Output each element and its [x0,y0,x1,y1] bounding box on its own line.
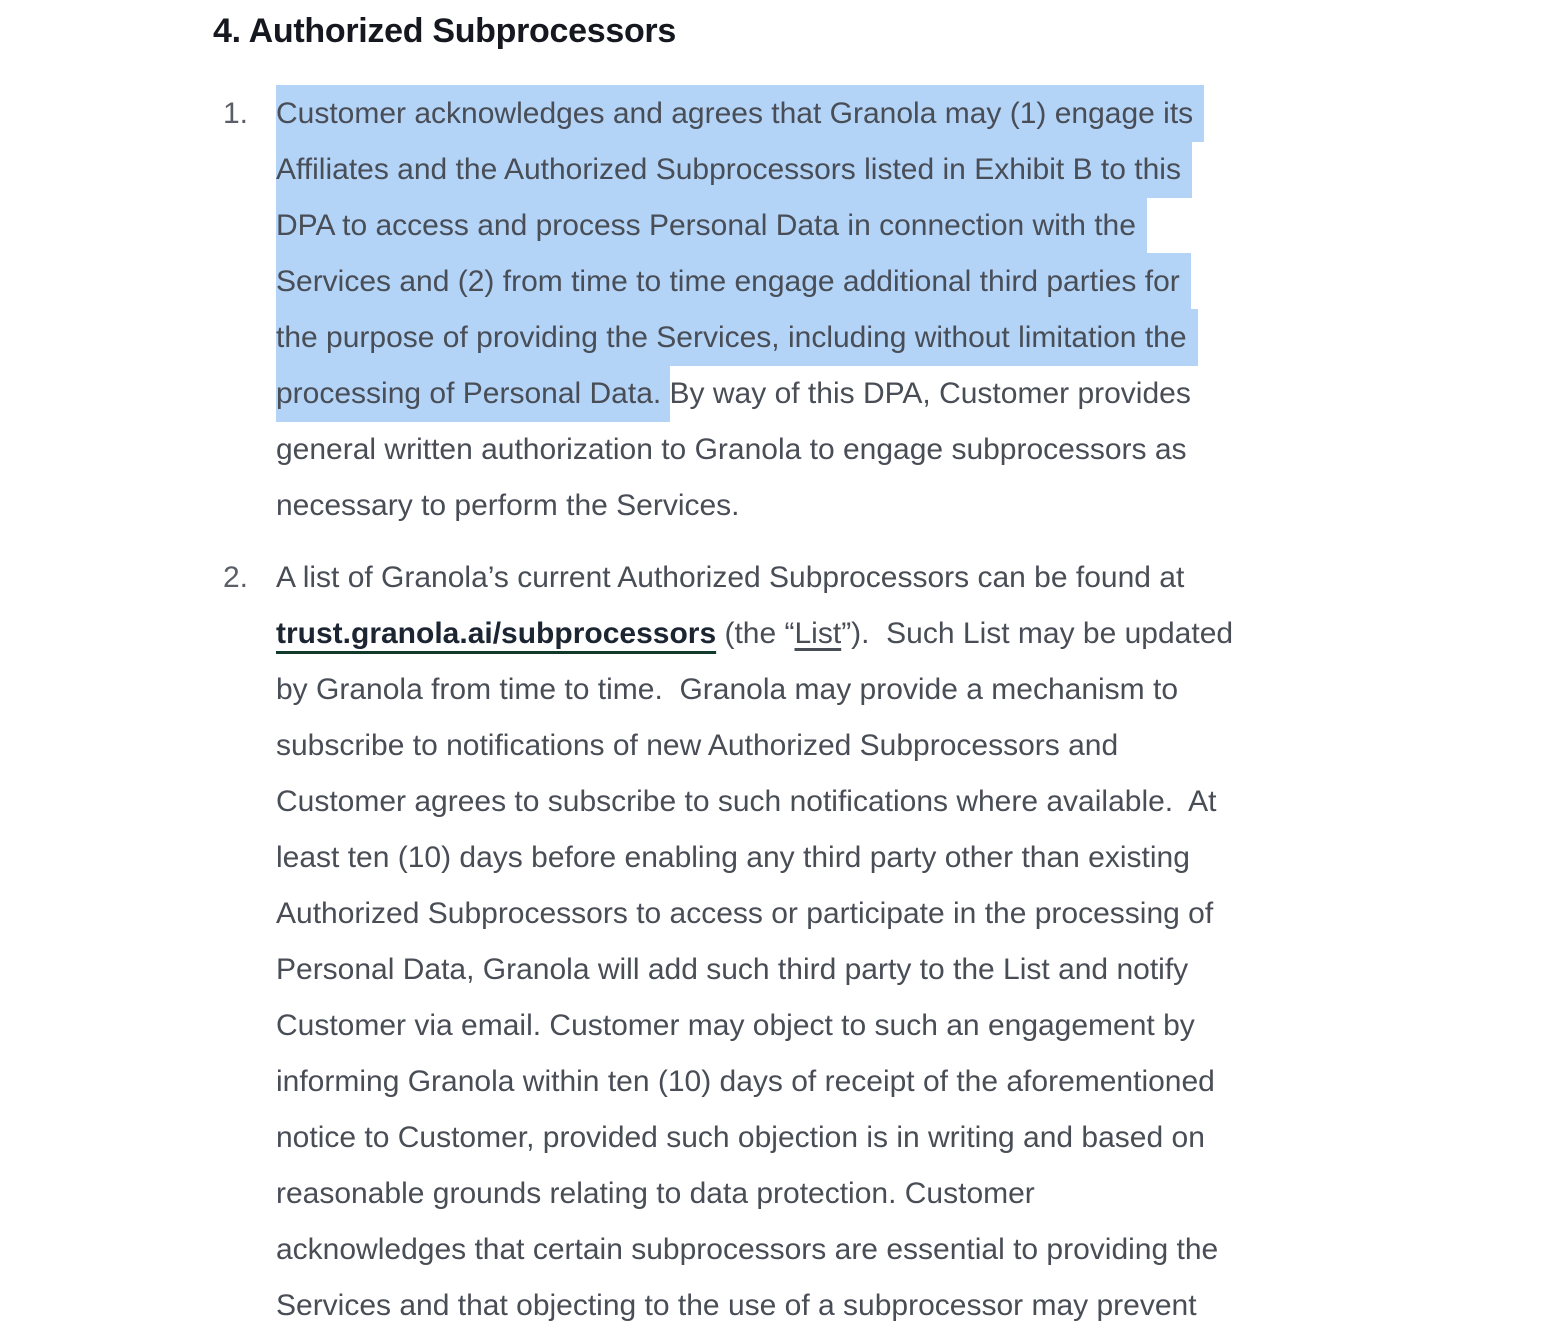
section-heading: 4. Authorized Subprocessors [213,12,676,50]
body-text: informing Granola within ten (10) days of receipt of the aforementioned [276,1065,1215,1098]
text-line [276,1278,1548,1334]
text-line [276,366,1548,422]
body-text: Services and that objecting to the use of a subprocessor may prevent [276,1289,1197,1322]
text-line [276,254,1548,310]
list-item-1 [213,86,1548,534]
text-line [276,142,1548,198]
body-text: A list of Granola’s current Authorized Subprocessors can be found at [276,561,1185,594]
list-item-1-text [276,86,1548,534]
selected-text: DPA to access and process Personal Data in connection with the [276,197,1147,254]
text-line [276,550,1548,606]
text-line [276,942,1548,998]
text-line [276,198,1548,254]
body-text: by Granola from time to time. Granola may provide a mechanism to [276,673,1179,706]
text-line [276,606,1548,662]
body-text: Customer via email. Customer may object to such an engagement by [276,1009,1195,1042]
body-text: notice to Customer, provided such objection is in writing and based on [276,1121,1205,1154]
selected-text: Affiliates and the Authorized Subprocessors listed in Exhibit B to this [276,141,1192,198]
body-text: least ten (10) days before enabling any third party other than existing [276,841,1190,874]
body-text: Customer agrees to subscribe to such notifications where available. At [276,785,1217,818]
text-line [276,718,1548,774]
text-line [276,310,1548,366]
numbered-list [213,86,1548,1334]
list-item-2-number: 2. [223,561,249,594]
text-line [276,774,1548,830]
selected-text: processing of Personal Data. [276,365,670,422]
defined-term-list: List [794,617,842,650]
selected-text: Services and (2) from time to time engage additional third parties for [276,253,1191,310]
text-line [276,478,1548,534]
body-text: necessary to perform the Services. [276,489,740,522]
list-item-1-number: 1. [223,97,249,130]
text-line [276,1166,1548,1222]
list-item-2 [213,550,1548,1334]
body-text: general written authorization to Granola to engage subprocessors as [276,433,1187,466]
body-text: acknowledges that certain subprocessors are essential to providing the [276,1233,1219,1266]
text-line [276,998,1548,1054]
text-line [276,1110,1548,1166]
text-line [276,86,1548,142]
body-text: (the “ [716,617,795,650]
text-line [276,886,1548,942]
text-line [276,1222,1548,1278]
body-text: By way of this DPA, Customer provides [669,377,1191,410]
body-text: subscribe to notifications of new Authorized Subprocessors and [276,729,1119,762]
text-line [276,662,1548,718]
selected-text: the purpose of providing the Services, including without limitation the [276,309,1198,366]
body-text: reasonable grounds relating to data protection. Customer [276,1177,1035,1210]
text-line [276,422,1548,478]
text-line [276,830,1548,886]
body-text: Personal Data, Granola will add such third party to the List and notify [276,953,1189,986]
list-item-2-text [276,550,1548,1334]
body-text: ”). Such List may be updated [841,617,1234,650]
subprocessors-link[interactable]: trust.granola.ai/subprocessors [276,617,717,650]
selected-text: Customer acknowledges and agrees that Granola may (1) engage its [276,85,1204,142]
body-text: Authorized Subprocessors to access or participate in the processing of [276,897,1214,930]
text-line [276,1054,1548,1110]
